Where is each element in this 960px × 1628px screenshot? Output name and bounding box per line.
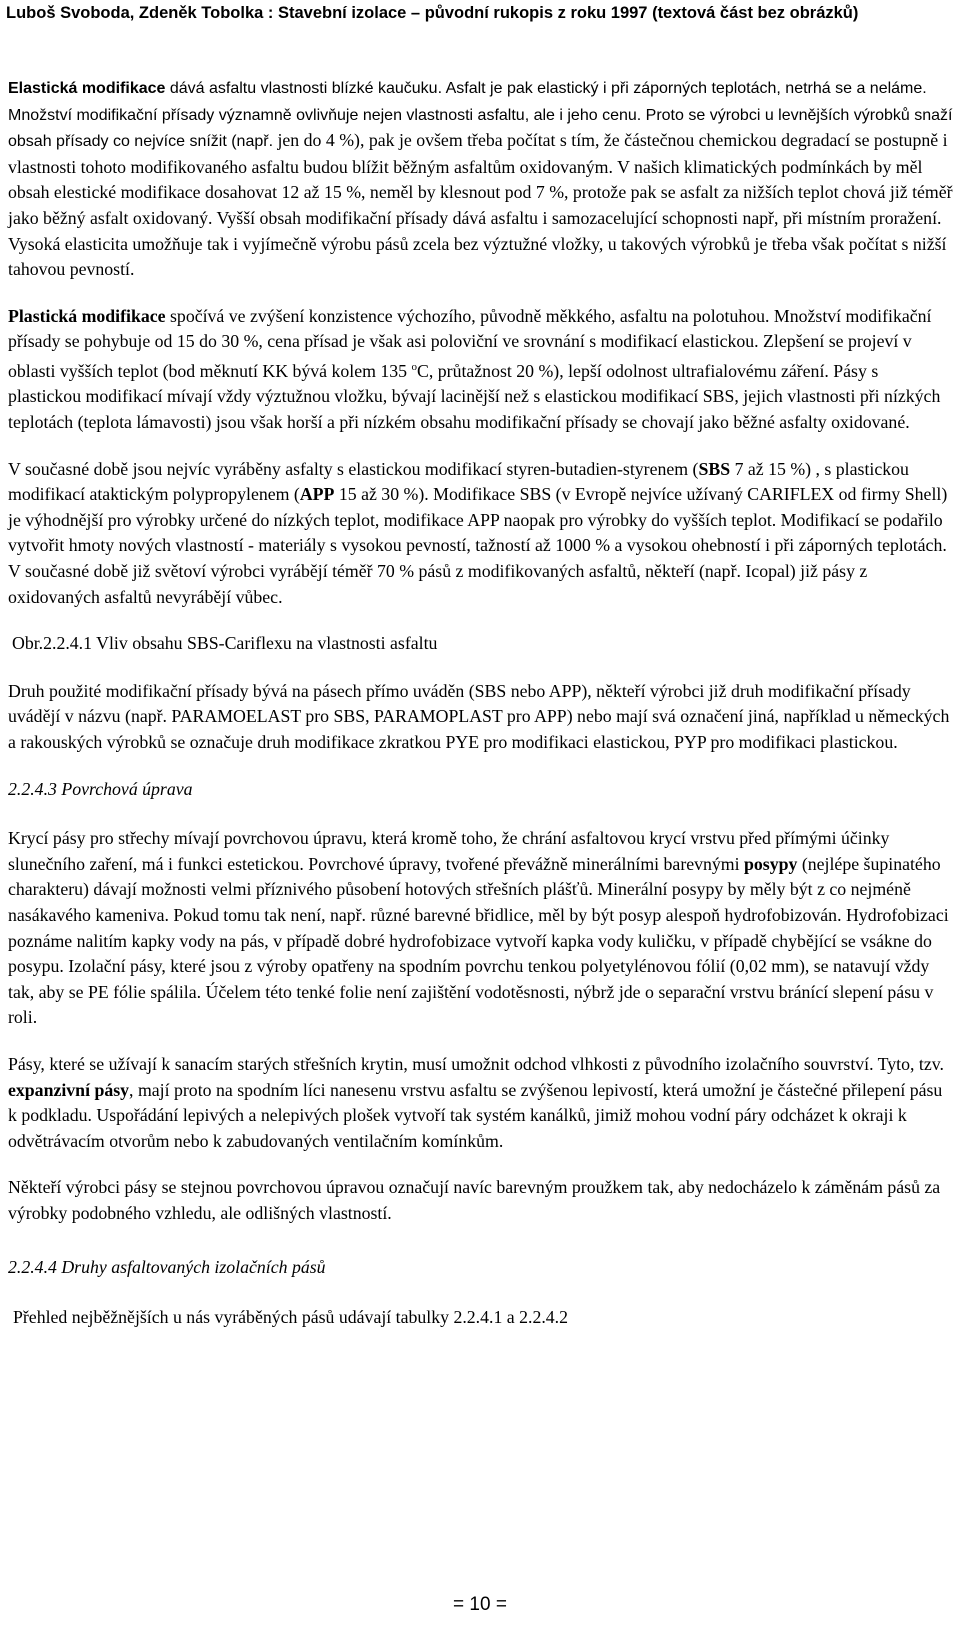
paragraph-plastic-modification: Plastická modifikace spočívá ve zvýšení konzistence výchozího, původně měkkého, asfaltu na polotuhou. Množství modifikační přísady se pohybuje od 15 do 30 %, cena přísad je však asi poloviční ve srovnání s modifikací elastickou. Zlepšení se projeví v oblasti vyšších teplot (bod měknutí KK bývá kolem 135 $^o$C, průtažnost 20 %), lepší odolnost ultrafialovému záření. Pásy s plastickou modifikací mívají vždy výztužnou vložku, bývají lacinější než s elastickou modifikací SBS, jejich vlastnosti při nízkých teplotách (teplota lámavosti) jsou však horší a při nízkém obsahu modifikační přísady se chovají jako běžné asfalty oxidované. <box>8 305 941 433</box>
section-heading-surface-finish: 2.2.4.3 Povrchová úprava <box>8 778 193 799</box>
paragraph-expansive-sheets: Pásy, které se užívají k sanacím starých střešních krytin, musí umožnit odchod vlhkosti z původního izolačního souvrství. Tyto, tzv. expanzivní pásy, mají proto na spodním líci nanesenu vrstvu asfaltu se zvýšenou lepivostí, která umožní je částečné přilepení pásu k podkladu. Uspořádání lepivých a nelepivých plošek vytvoří tak systém kanálků, jimiž mohou vodní páry odcházet k okraji k odvětrávacím otvorům nebo k zabudovaných ventilačním komínkům. <box>8 1053 944 1151</box>
term-plastic-modification: Plastická modifikace <box>8 305 166 326</box>
page-header: Luboš Svoboda, Zdeněk Tobolka : Stavební izolace – původní rukopis z roku 1997 (textová část bez obrázků) <box>6 4 859 22</box>
paragraph-modification-types: V současné době jsou nejvíc vyráběny asfalty s elastickou modifikací styren-butadien-styrenem (SBS 7 až 15 %) , s plastickou modifikací ataktickým polypropylenem (APP 15 až 30 %). Modifikace SBS (v Evropě nejvíce užívaný CARIFLEX od firmy Shell) je výhodnější pro výrobky určené do nízkých teplot, modifikace APP naopak pro výrobky do vyšších teplot. Modifikací se podařilo vytvořit hmoty nových vlastností - materiály s vysokou pevností, tažností až 1000 % a vysokou ohebností i při záporných teplotách. V současné době již světoví výrobci vyrábějí téměř 70 % pásů z modifikovaných asfaltů, někteří (např. Icopal) již pásy z oxidovaných asfaltů nevyrábějí vůbec. <box>8 458 948 607</box>
document-body <box>8 75 953 1352</box>
degree-superscript: o <box>411 360 417 373</box>
page-number: = 10 = <box>453 1594 507 1615</box>
term-expansive-sheets: expanzivní pásy <box>8 1079 130 1100</box>
term-posypy: posypy <box>744 853 798 874</box>
paragraph-tables-overview: Přehled nejběžnějších u nás vyráběných pásů udávají tabulky 2.2.4.1 a 2.2.4.2 <box>13 1307 569 1328</box>
term-elastic-modification: Elastická modifikace <box>8 80 166 97</box>
paragraph-elastic-modification: Elastická modifikace dává asfaltu vlastnosti blízké kaučuku. Asfalt je pak elastický i při záporných teplotách, netrhá se a neláme. Množství modifikační přísady významně ovlivňuje nejen vlastnosti asfaltu, ale i jeho cenu. Proto se výrobci u levnějších výrobků snaží obsah přísady co nejvíce snížit (např. jen do 4 %), pak je ovšem třeba počítat s tím, že částečnou chemickou degradací se postupně i vlastnosti tohoto modifikovaného asfaltu budou blížit běžným asfaltům oxidovaným. V našich klimatických podmínkách by měl obsah elestické modifikace dosahovat 12 až 15 %, neměl by klesnout pod 7 %, protože pak se asfalt za nižších teplot chová již téměř jako běžný asfalt oxidovaný. Vyšší obsah modifikační přísady dává asfaltu i samozacelující schopnosti např, při místním proražení. Vysoká elasticita umožňuje tak i vyjímečně výrobu pásů zcela bez výztužné vložky, u takových výrobků je třeba však počítat s nižší tahovou pevností. <box>8 80 953 280</box>
spacer <box>8 1247 953 1255</box>
term-sbs: SBS <box>698 458 731 479</box>
term-app: APP <box>299 484 335 505</box>
paragraph-surface-finish: Krycí pásy pro střechy mívají povrchovou úpravu, která kromě toho, že chrání asfaltovou krycí vrstvu před přímými účinky slunečního zaření, má i funkci estetickou. Povrchové úpravy, tvořené převážně minerálními barevnými posypy (nejlépe šupinatého charakteru) dávají možnosti velmi příznivého působení hotových střešních plášťů. Minerální posypy by měly být z co nejméně nasákavého kameniva. Pokud tomu tak není, např. různé barevné břidlice, měl by být posyp alespoň hydrofobizován. Hydrofobizaci poznáme nalitím kapky vody na pás, v případě dobré hydrofobizace vytvoří kapka vody kuličku, v případě chybějící se vsákne do posypu. Izolační pásy, které jsou z výroby opatřeny na spodním povrchu tenkou polyetylénovou fólií (0,02 mm), se natavují vždy tak, aby se PE fólie spálila. Účelem této tenké folie není zajištění vodotěsnosti, nýbrž jde o separační vrstvu bránící slepení pásu v roli. <box>8 828 949 1028</box>
paragraph-labeling: Druh použité modifikační přísady bývá na pásech přímo uváděn (SBS nebo APP), někteří výrobci již druh modifikační přísady uvádějí v názvu (např. PARAMOELAST pro SBS, PARAMOPLAST pro APP) nebo mají svá označení jiná, například u německých a rakouských výrobků se označuje druh modifikace zkratkou PYE pro modifikaci elastickou, PYP pro modifikaci plastickou. <box>8 680 950 752</box>
section-heading-sheet-types: 2.2.4.4 Druhy asfaltovaných izolačních pásů <box>8 1257 326 1278</box>
paragraph-color-stripe: Někteří výrobci pásy se stejnou povrchovou úpravou označují navíc barevným proužkem tak, aby nedocházelo k záměnám pásů za výrobky podobného vzhledu, ale odlišných vlastností. <box>8 1177 941 1223</box>
figure-caption: Obr.2.2.4.1 Vliv obsahu SBS-Cariflexu na vlastnosti asfaltu <box>12 633 438 654</box>
